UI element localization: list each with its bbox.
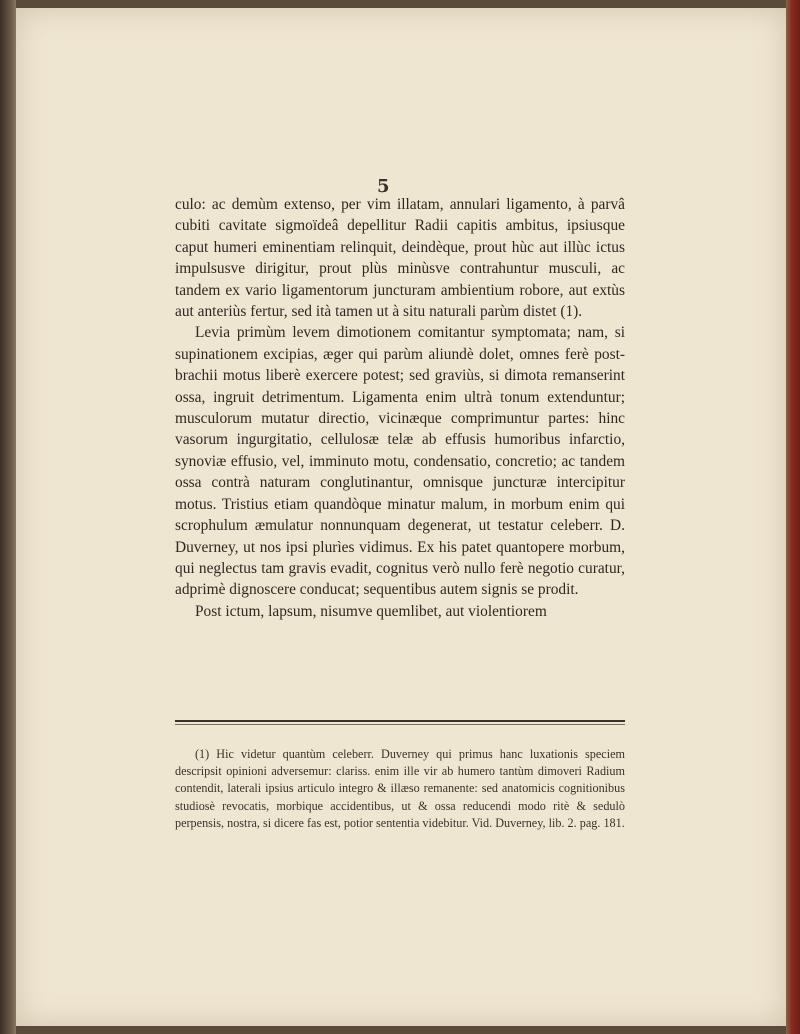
paragraph-3: Post ictum, lapsum, nisumve quemlibet, aut violentiorem	[195, 602, 547, 620]
book-spine-left	[0, 0, 16, 1034]
book-edge-right	[786, 0, 800, 1034]
footnote	[175, 746, 625, 832]
footnote-text: (1) Hic videtur quantùm celeberr. Duverney qui primus hanc luxationis speciem descripsit opinioni adversemur: clariss. enim ille vir ab humero tantùm dimoveri Radium contendit, laterali ipsius articulo integro & illæso remanente: sed anatomicis cognitionibus studiosè revocatis, morbique accidentibus, ut & ossa reducendi modo ritè & sedulò perpensis, nostra, si dicere fas est, potior sententia videbitur. Vid. Duverney, lib. 2. pag. 181.	[175, 747, 625, 830]
page-number: 5	[377, 176, 390, 197]
paragraph-1: culo: ac demùm extenso, per vim illatam, annulari ligamento, à parvâ cubiti cavitate sigmoïdeâ depellitur Radii capitis ambitus, ipsiusque caput humeri eminentiam relinquit, deindèque, prout hùc aut illùc ictus impulsusve dirigitur, prout plùs minùsve contrahuntur musculi, ac tandem ex vario ligamentorum juncturam ambientium robore, aut extùs aut anteriùs fertur, sed ità tamen ut à situ naturali parùm distet (1).	[175, 196, 625, 321]
footnote-rule	[175, 720, 625, 722]
footnote-rule-thin	[175, 724, 625, 725]
paragraph-2: Levia primùm levem dimotionem comitantur symptomata; nam, si supinationem excipias, æger qui parùm aliundè dolet, omnes ferè post-brachii motus liberè exercere potest; sed graviùs, si dimota remanserint ossa, ingruit detrimentum. Ligamenta enim ultrà tonum extenduntur; musculorum mutatur directio, vicinæque comprimuntur partes: hinc vasorum ingurgitatio, cellulosæ telæ ab effusis humoribus infarctio, synoviæ effusio, vel, imminuto motu, condensatio, concretio; ac tandem ossa contrà naturam conglutinantur, omnisque juncturæ intercipitur motus. Tristius etiam quandòque minatur malum, in morbum enim qui scrophulum æmulatur nonnunquam degenerat, ut testatur celeberr. D. Duverney, ut nos ipsi plurìes vidimus. Ex his patet quantopere morbum, qui neglectus tam gravis evadit, cognitus verò nullo ferè negotio curatur, adprimè dignoscere conducat; sequentibus autem signis se prodit.	[175, 324, 625, 599]
main-text	[175, 194, 625, 622]
